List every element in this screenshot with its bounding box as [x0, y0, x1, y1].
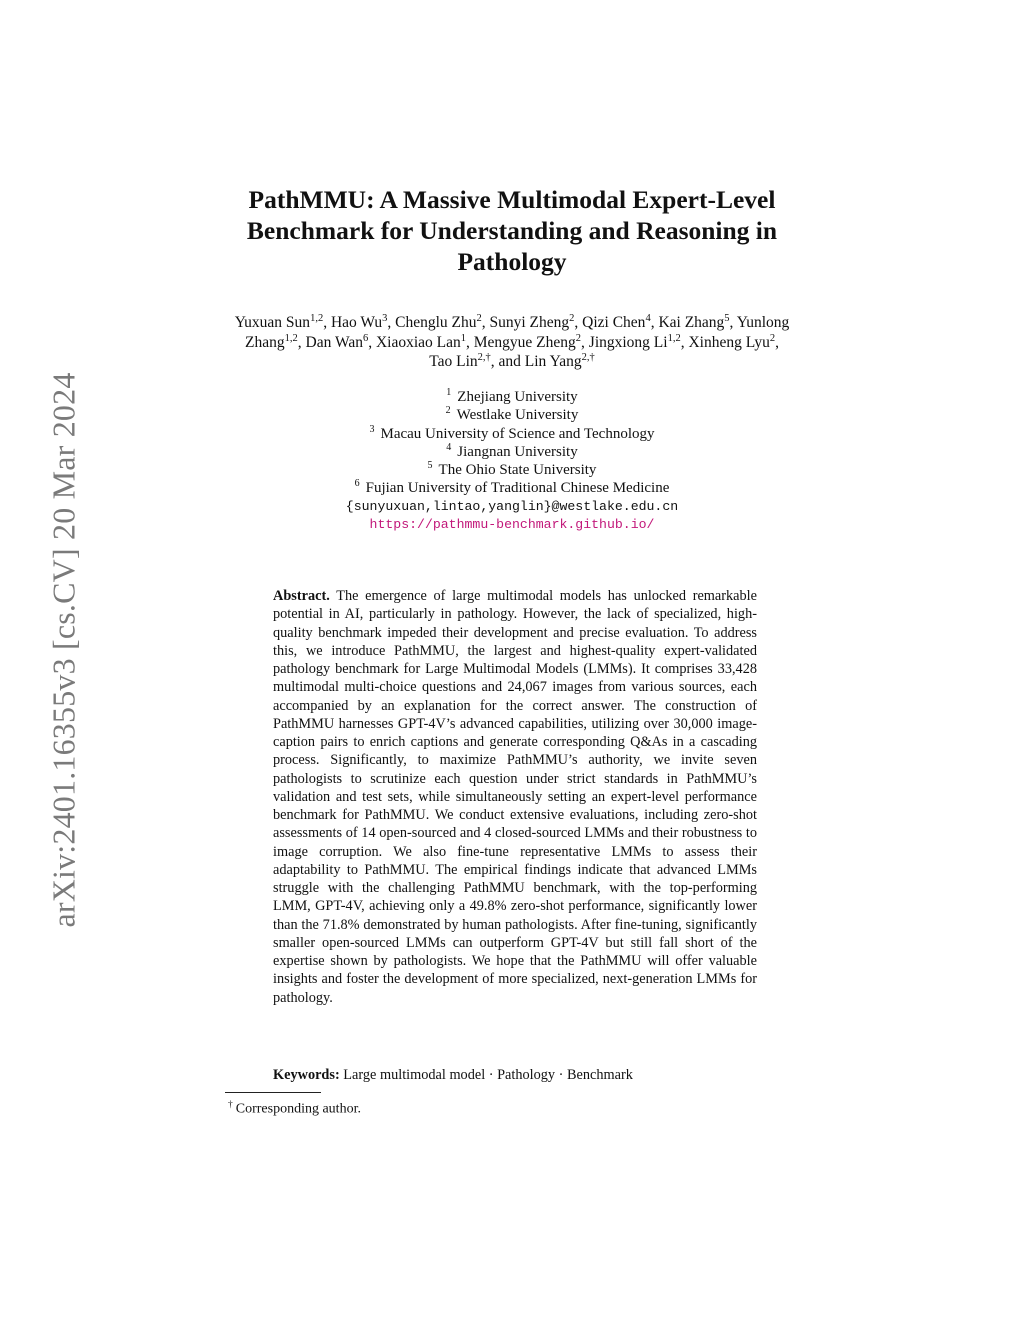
affiliation-name: Jiangnan University — [457, 443, 578, 460]
author-affiliation-marker: 2 — [769, 332, 776, 344]
title-line: Pathology — [457, 247, 567, 276]
author-affiliation-marker: 2,† — [581, 351, 595, 363]
affiliation — [262, 406, 762, 424]
abstract-label: Abstract. — [273, 588, 330, 604]
author-name: Dan Wan — [305, 333, 363, 351]
author — [395, 314, 482, 331]
author-name: Chenglu Zhu — [395, 314, 477, 331]
author-name: Yuxuan Sun — [234, 314, 311, 331]
author — [235, 314, 323, 331]
email-address: {sunyuxuan,lintao,yanglin}@westlake.edu.cn — [345, 498, 679, 514]
author-affiliation-marker: 1,2 — [310, 312, 324, 324]
affiliation-name: Macau University of Science and Technology — [380, 425, 655, 442]
author-name: Yunlong Zhang — [245, 314, 790, 351]
author-name: Sunyi Zheng — [489, 314, 570, 331]
paper-title — [200, 184, 824, 277]
author-affiliation-marker: 2,† — [477, 351, 491, 363]
author-affiliation-marker: 2 — [575, 332, 582, 344]
author — [490, 314, 575, 331]
author-name: Mengyue Zheng — [473, 333, 576, 351]
affiliation-name: The Ohio State University — [438, 462, 597, 479]
author-affiliation-marker: 2 — [476, 312, 482, 324]
author-name: Jingxiong Li — [588, 333, 668, 351]
affiliation-number: 6 — [354, 478, 360, 490]
footnote — [228, 1096, 361, 1119]
affiliation-list — [262, 388, 762, 534]
author-name: Kai Zhang — [658, 314, 725, 331]
author-name: Hao Wu — [330, 314, 383, 331]
affiliation — [262, 425, 762, 443]
keywords-label: Keywords: — [273, 1067, 340, 1083]
title-line: PathMMU: A Massive Multimodal Expert-Level — [248, 185, 776, 214]
author — [306, 334, 369, 351]
arxiv-identifier: arXiv:2401.16355v3 [cs.CV] 20 Mar 2024 — [45, 372, 82, 928]
author — [688, 334, 775, 351]
author-affiliation-marker: 3 — [382, 312, 388, 324]
author-name: Qizi Chen — [582, 314, 646, 331]
affiliation — [262, 461, 762, 479]
author — [376, 334, 466, 351]
affiliation-number: 2 — [445, 405, 451, 417]
affiliation-number: 4 — [446, 441, 452, 453]
author — [331, 314, 387, 331]
author-affiliation-marker: 5 — [724, 312, 730, 324]
keywords — [273, 1066, 757, 1084]
author-name: Xinheng Lyu — [688, 333, 770, 351]
author — [658, 314, 729, 331]
project-url-link[interactable]: https://pathmmu-benchmark.github.io/ — [369, 517, 655, 533]
author — [589, 334, 681, 351]
affiliation-number: 5 — [427, 460, 433, 472]
author-conjunction: and — [498, 353, 521, 370]
abstract — [273, 587, 757, 1007]
author — [582, 314, 651, 331]
author-affiliation-marker: 6 — [362, 332, 369, 344]
affiliation-name: Fujian University of Traditional Chinese Medicine — [365, 480, 670, 497]
author — [429, 353, 491, 370]
footnote-mark: † — [228, 1100, 233, 1110]
author-affiliation-marker: 1,2 — [284, 332, 298, 344]
author-affiliation-marker: 2 — [569, 312, 575, 324]
affiliation — [262, 388, 762, 406]
footnote-divider — [225, 1092, 321, 1093]
keywords-text: Large multimodal model · Pathology · Benchmark — [343, 1067, 633, 1083]
author-name: Xiaoxiao Lan — [375, 333, 461, 351]
abstract-text: The emergence of large multimodal models has unlocked remarkable potential in AI, particularly in pathology. However, the lack of specialized, high-quality benchmark impeded their development and precise evaluation. To address this, we introduce PathMMU, the largest and highest-quality expert-validated pathology benchmark for Large Multimodal Models (LMMs). It comprises 33,428 multimodal multi-choice questions and 24,067 images from various sources, each accompanied by an explanation for the correct answer. The construction of PathMMU harnesses GPT-4V’s advanced capabilities, utilizing over 30,000 image-caption pairs to enrich captions and generate corresponding Q&As in a cascading process. Significantly, to maximize PathMMU’s authority, we invite seven pathologists to scrutinize each question under strict standards in PathMMU’s validation and test sets, while simultaneously setting an expert-level performance benchmark for PathMMU. We conduct extensive evaluations, including zero-shot assessments of 14 open-sourced and 4 closed-sourced LMMs and their robustness to image corruption. We also fine-tune representative LMMs to assess their adaptability to PathMMU. The empirical findings indicate that advanced LMMs struggle with the challenging PathMMU benchmark, with the top-performing LMM, GPT-4V, achieving only a 49.8% zero-shot performance, significantly lower than the 71.8% demonstrated by human pathologists. After fine-tuning, significantly smaller open-sourced LMMs can outperform GPT-4V but still fall short of the expertise shown by pathologists. We hope that the PathMMU will offer valuable insights and foster the development of more specialized, next-generation LMMs for pathology. — [273, 588, 757, 1006]
author-list: Yuxuan Sun$^{1,2}$, Hao Wu$^3$, Chenglu Zhu$^2$, Sunyi Zheng$^2$, Qizi Chen$^4$, Kai Zhang$^5$, Yunlong Zhang$^{1,2}$, Dan Wan$^6$, Xiaoxiao Lan$^1$, Mengyue Zheng$^2$, Jingxiong Li$^{1,2}$, Xinheng Lyu$^2$, Tao Lin$^{2,\dagger}$, and Lin Yang$^{2,\dagger}$ — [234, 312, 790, 370]
author-affiliation-marker: 1,2 — [667, 332, 681, 344]
title-line: Benchmark for Understanding and Reasoning in — [246, 216, 778, 245]
affiliation — [262, 479, 762, 497]
affiliation — [262, 443, 762, 461]
footnote-text: Corresponding author. — [235, 1101, 361, 1117]
affiliation-number: 3 — [369, 423, 375, 435]
author-affiliation-marker: 4 — [645, 312, 651, 324]
affiliation-number: 1 — [446, 387, 452, 398]
affiliation-name: Westlake University — [456, 407, 579, 424]
author — [525, 353, 595, 370]
author — [474, 334, 581, 351]
author-name: Lin Yang — [524, 353, 582, 370]
author-name: Tao Lin — [429, 353, 478, 370]
author-affiliation-marker: 1 — [460, 332, 467, 344]
affiliation-name: Zhejiang University — [457, 389, 578, 405]
